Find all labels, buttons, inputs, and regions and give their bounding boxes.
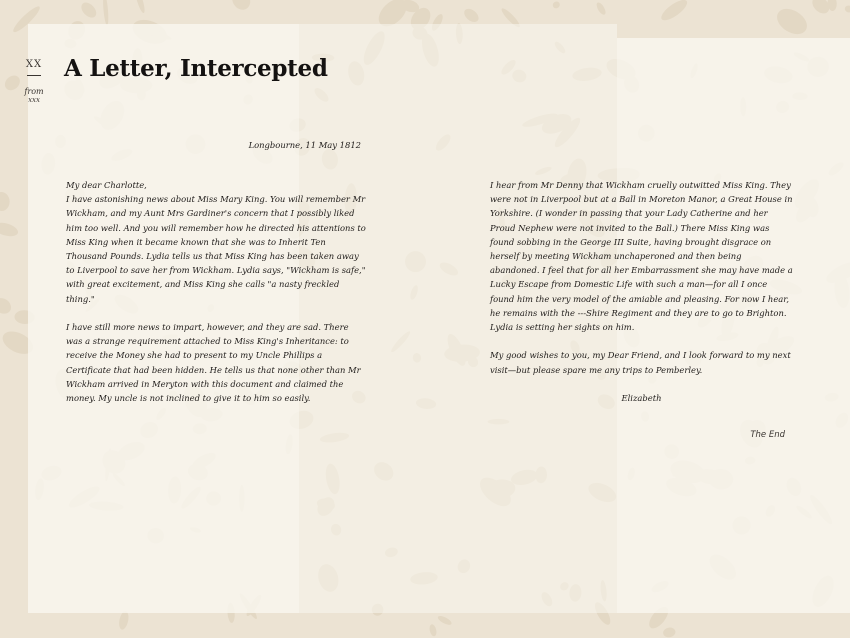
- chapter-number: XX: [25, 59, 43, 70]
- letter-column-left: [66, 178, 366, 419]
- letter-paragraph-2: I have still more news to impart, however, and they are sad. There was a strange requirement attached to Miss King's Inheritance: to receive the Money she had to present to my Uncle Phillips a Certificate that had been hidden. He tells us that none other than Mr Wickham arrived in Meryton with this document and claimed the money. My uncle is not inclined to give it to him so easily.: [66, 322, 361, 404]
- letter-paragraph-1: I have astonishing news about Miss Mary King. You will remember Mr Wickham, and my Aunt Mrs Gardiner's concern that I possibly liked him too well. And you will remember how he directed his attentions to Miss King when it became known that she was to Inherit Ten Thousand Pounds. Lydia tells us that Miss King has been taken away to Liverpool to save her from Wickham. Lydia says, "Wickham is safe," with great excitement, and Miss King she calls "a nasty freckled thing.": [66, 194, 366, 304]
- the-end-label: The End: [750, 430, 785, 440]
- letter-salutation-and-opening: [66, 178, 366, 306]
- letter-dateline: Longbourne, 11 May 1812: [248, 140, 361, 150]
- chapter-from-label: from: [24, 87, 44, 96]
- letter-signature: Elizabeth: [621, 393, 662, 404]
- chapter-from-value: xxx: [28, 96, 40, 104]
- letter-salutation: My dear Charlotte,: [66, 180, 147, 190]
- letter-column-right: [490, 178, 793, 419]
- page-title: A Letter, Intercepted: [64, 55, 328, 82]
- letter-paragraph-3: I hear from Mr Denny that Wickham cruelly outwitted Miss King. They were not in Liverpool but at a Ball in Moreton Manor, a Great House in Yorkshire. (I wonder in passing that your Lady Catherine and her Proud Nephew were not invited to the Ball.) There Miss King was found sobbing in the George III Suite, having brought disgrace on herself by meeting Wickham unchaperoned and then being abandoned. I feel that for all her Embarrassment she may have made a Lucky Escape from Domestic Life with such a man—for all I once found him the very model of the amiable and pleasing. For now I hear, he remains with the ---Shire Regiment and they are to go to Brighton. Lydia is setting her sights on him.: [490, 180, 793, 333]
- letter-paragraph-4: My good wishes to you, my Dear Friend, and I look forward to my next visit—but please spare me any trips to Pemberley.: [490, 350, 791, 375]
- chapter-divider: [27, 75, 41, 76]
